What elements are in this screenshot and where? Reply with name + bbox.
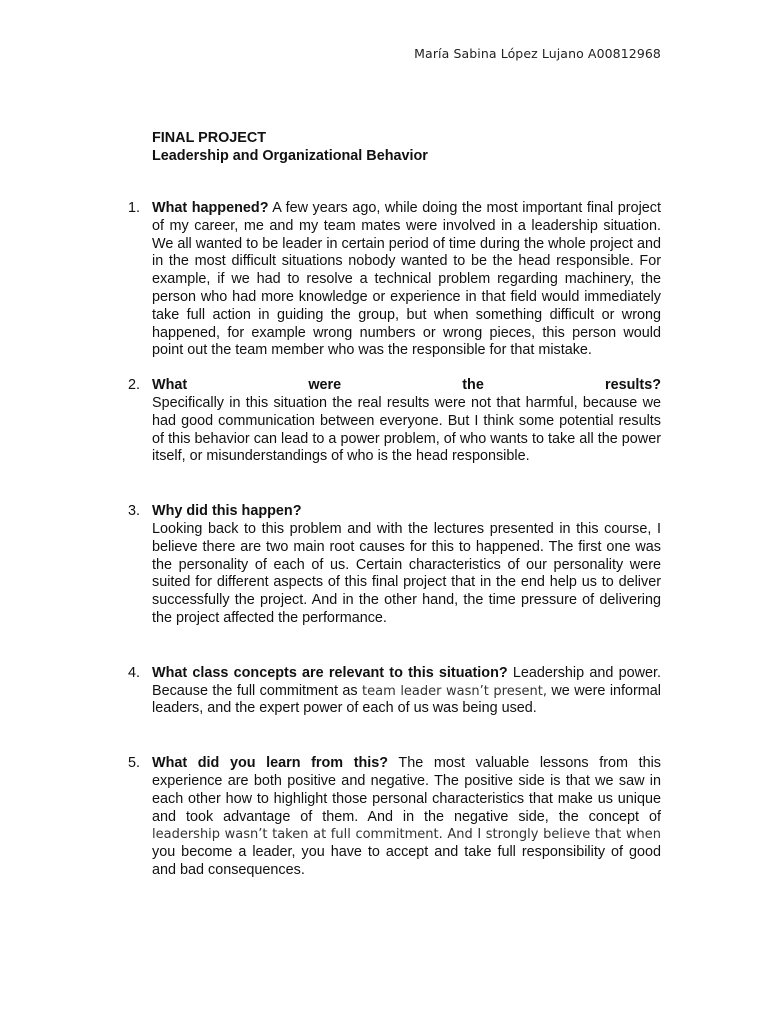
question-heading: What happened? [152, 200, 269, 216]
question-item-1 [124, 200, 661, 360]
item-number: 4. [128, 664, 141, 681]
question-heading: What did you learn from this? [152, 755, 389, 772]
item-number: 3. [128, 503, 141, 520]
question-heading: What were the results? [152, 377, 661, 394]
answer-text-alt-font: leadership wasn’t taken at full commitment. And I strongly believe that when [152, 827, 661, 843]
author-line: María Sabina López Lujano A00812968 [414, 46, 661, 61]
question-item-2 [124, 377, 661, 466]
item-number: 1. [128, 200, 141, 216]
item-number: 5. [128, 755, 141, 772]
answer-text: Specifically in this situation the real results were not that harmful, because we had good communication between everyone. But I think some potential results of this behavior can lead to a power problem, of who wants to take all the power itself, or misunderstandings of who is the head responsible. [152, 394, 661, 465]
question-list [124, 200, 661, 880]
question-heading: Why did this happen? [152, 503, 302, 520]
document-title: FINAL PROJECT [152, 130, 267, 146]
answer-text: A few years ago, while doing the most important final project of my career, me and my team mates were involved in a leadership situation. We all wanted to be leader in certain period of time during the whole project and in the most difficult situations nobody wanted to be the head responsible. For example, if we had to resolve a technical problem regarding machinery, the person who had more knowledge or experience in that field would immediately take full action in guiding the group, but when something difficult or wrong happened, for example wrong numbers or wrong pieces, this person would point out the team member who was the responsible for that mistake. [152, 200, 661, 359]
answer-text-alt-font: team leader wasn’t present, [362, 683, 547, 699]
question-item-3 [124, 503, 661, 628]
question-item-4 [124, 665, 661, 718]
answer-text: Leadership and power. Because the full commitment as [152, 664, 661, 699]
document-title-block [152, 129, 428, 165]
question-heading: What class concepts are relevant to this situation? [152, 664, 508, 681]
answer-text: Looking back to this problem and with the lectures presented in this course, I believe there are two main root causes for this to happened. The first one was the personality of each of us. Certain characteristics of our personality were suited for different aspects of this final project that in the end help us to deliver successfully the project. And in the other hand, the time pressure of delivering the project affected the performance. [152, 520, 661, 626]
answer-text-end: you become a leader, you have to accept and take full responsibility of good and bad consequences. [152, 844, 661, 878]
answer-text: The most valuable lessons from this experience are both positive and negative. The positive side is that we saw in each other how to highlight those personal characteristics that make us unique and took advantage of them. And in the negative side, the concept of [152, 755, 661, 825]
document-subtitle: Leadership and Organizational Behavior [152, 148, 428, 164]
item-number: 2. [128, 377, 141, 394]
answer-text-end: we were informal leaders, and the expert power of each of us was being used. [152, 682, 661, 717]
question-item-5 [124, 755, 661, 880]
